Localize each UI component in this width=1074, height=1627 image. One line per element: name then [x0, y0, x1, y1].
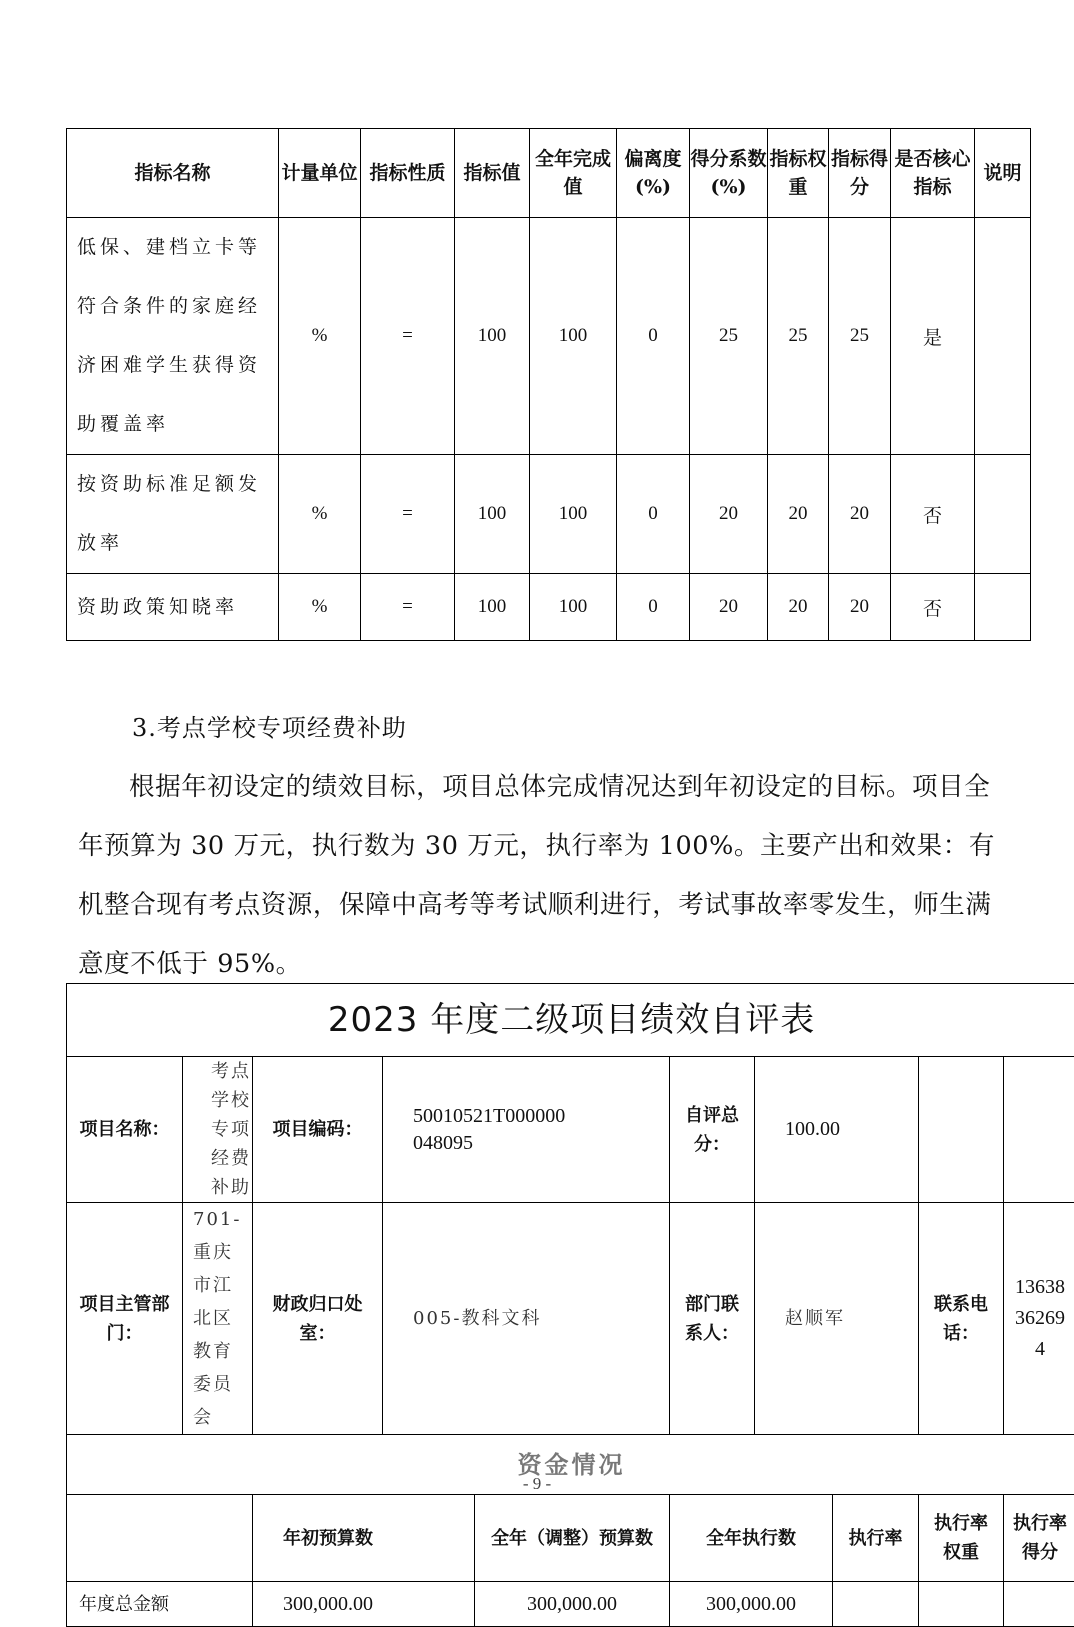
indicator-table — [66, 128, 1031, 641]
total-adjusted-budget: 300,000.00 — [475, 1582, 670, 1627]
header-actual: 全年完成值 — [530, 129, 617, 218]
header-initial-budget: 年初预算数 — [253, 1495, 475, 1582]
note-cell — [975, 218, 1031, 455]
funds-total-row — [67, 1582, 1074, 1627]
project-code-text: 50010521T000000048095 — [413, 1103, 573, 1157]
dept-value — [183, 1203, 253, 1435]
empty-cell — [1004, 1057, 1074, 1203]
project-code-value — [383, 1057, 670, 1203]
dept-label: 项目主管部门： — [67, 1203, 183, 1435]
header-note: 说明 — [975, 129, 1031, 218]
score-cell: 25 — [829, 218, 891, 455]
self-evaluation-form — [66, 983, 1074, 1627]
actual-cell: 100 — [530, 574, 617, 641]
target-cell: 100 — [455, 455, 530, 574]
indicator-name: 资助政策知晓率 — [67, 574, 279, 641]
project-name-text: 考点学校专项经费补助 — [193, 1057, 252, 1202]
unit-cell: % — [279, 455, 361, 574]
score-label: 自评总分： — [670, 1057, 755, 1203]
header-core: 是否核心指标 — [891, 129, 975, 218]
header-deviation: 偏离度(%) — [617, 129, 690, 218]
total-exec-rate-score — [1004, 1582, 1074, 1627]
project-name-value — [183, 1057, 253, 1203]
actual-cell: 100 — [530, 218, 617, 455]
header-exec-rate: 执行率 — [833, 1495, 919, 1582]
header-coef: 得分系数(%) — [690, 129, 768, 218]
coef-cell: 20 — [690, 574, 768, 641]
funds-header-empty — [67, 1495, 253, 1582]
score-cell: 20 — [829, 574, 891, 641]
core-cell: 是 — [891, 218, 975, 455]
project-name-label: 项目名称： — [67, 1057, 183, 1203]
finance-value: 005-教科文科 — [383, 1203, 670, 1435]
actual-cell: 100 — [530, 455, 617, 574]
nature-cell: = — [361, 218, 455, 455]
header-score: 指标得分 — [829, 129, 891, 218]
header-exec-rate-score: 执行率得分 — [1004, 1495, 1074, 1582]
note-cell — [975, 574, 1031, 641]
nature-cell: = — [361, 574, 455, 641]
header-exec-rate-weight: 执行率权重 — [919, 1495, 1004, 1582]
table-row — [67, 218, 1031, 455]
header-nature: 指标性质 — [361, 129, 455, 218]
phone-value — [1004, 1203, 1074, 1435]
dept-text: 701-重庆市江北区教育委员会 — [193, 1203, 252, 1434]
header-indicator-name: 指标名称 — [67, 129, 279, 218]
phone-text: 13638362694 — [1015, 1272, 1065, 1365]
empty-cell — [919, 1057, 1004, 1203]
core-cell: 否 — [891, 455, 975, 574]
contact-label: 部门联系人： — [670, 1203, 755, 1435]
target-cell: 100 — [455, 218, 530, 455]
indicator-name: 低保、建档立卡等符合条件的家庭经济困难学生获得资助覆盖率 — [67, 218, 279, 455]
deviation-cell: 0 — [617, 455, 690, 574]
header-unit: 计量单位 — [279, 129, 361, 218]
form-title: 2023 年度二级项目绩效自评表 — [67, 984, 1074, 1057]
form-row-project — [67, 1057, 1074, 1203]
total-executed: 300,000.00 — [670, 1582, 833, 1627]
score-cell: 20 — [829, 455, 891, 574]
core-cell: 否 — [891, 574, 975, 641]
deviation-cell: 0 — [617, 218, 690, 455]
score-value: 100.00 — [755, 1057, 919, 1203]
deviation-cell: 0 — [617, 574, 690, 641]
contact-value: 赵顺军 — [755, 1203, 919, 1435]
section-heading: 3.考点学校专项经费补助 — [132, 708, 407, 743]
funds-section-title: 资金情况 — [67, 1435, 1074, 1495]
target-cell: 100 — [455, 574, 530, 641]
header-weight: 指标权重 — [768, 129, 829, 218]
table-row — [67, 455, 1031, 574]
table-row — [67, 574, 1031, 641]
nature-cell: = — [361, 455, 455, 574]
indicator-name: 按资助标准足额发放率 — [67, 455, 279, 574]
coef-cell: 20 — [690, 455, 768, 574]
header-target: 指标值 — [455, 129, 530, 218]
header-adjusted-budget: 全年（调整）预算数 — [475, 1495, 670, 1582]
total-label: 年度总金额 — [67, 1582, 253, 1627]
total-exec-rate — [833, 1582, 919, 1627]
unit-cell: % — [279, 218, 361, 455]
form-title-row — [67, 984, 1074, 1057]
funds-header-row — [67, 1495, 1074, 1582]
header-executed: 全年执行数 — [670, 1495, 833, 1582]
finance-label: 财政归口处室： — [253, 1203, 383, 1435]
weight-cell: 25 — [768, 218, 829, 455]
unit-cell: % — [279, 574, 361, 641]
form-row-department — [67, 1203, 1074, 1435]
indicator-header-row — [67, 129, 1031, 218]
section-body: 根据年初设定的绩效目标，项目总体完成情况达到年初设定的目标。项目全年预算为 30 万元，执行数为 30 万元，执行率为 100%。主要产出和效果：有机整合现有考点资源，保障中高考等考试顺利进行，考试事故率零发生，师生满意度不低于 95%。 — [78, 758, 1008, 994]
weight-cell: 20 — [768, 455, 829, 574]
phone-label: 联系电话： — [919, 1203, 1004, 1435]
total-initial-budget: 300,000.00 — [253, 1582, 475, 1627]
coef-cell: 25 — [690, 218, 768, 455]
weight-cell: 20 — [768, 574, 829, 641]
total-exec-rate-weight — [919, 1582, 1004, 1627]
project-code-label: 项目编码： — [253, 1057, 383, 1203]
page-number: - 9 - — [0, 1474, 1074, 1494]
note-cell — [975, 455, 1031, 574]
